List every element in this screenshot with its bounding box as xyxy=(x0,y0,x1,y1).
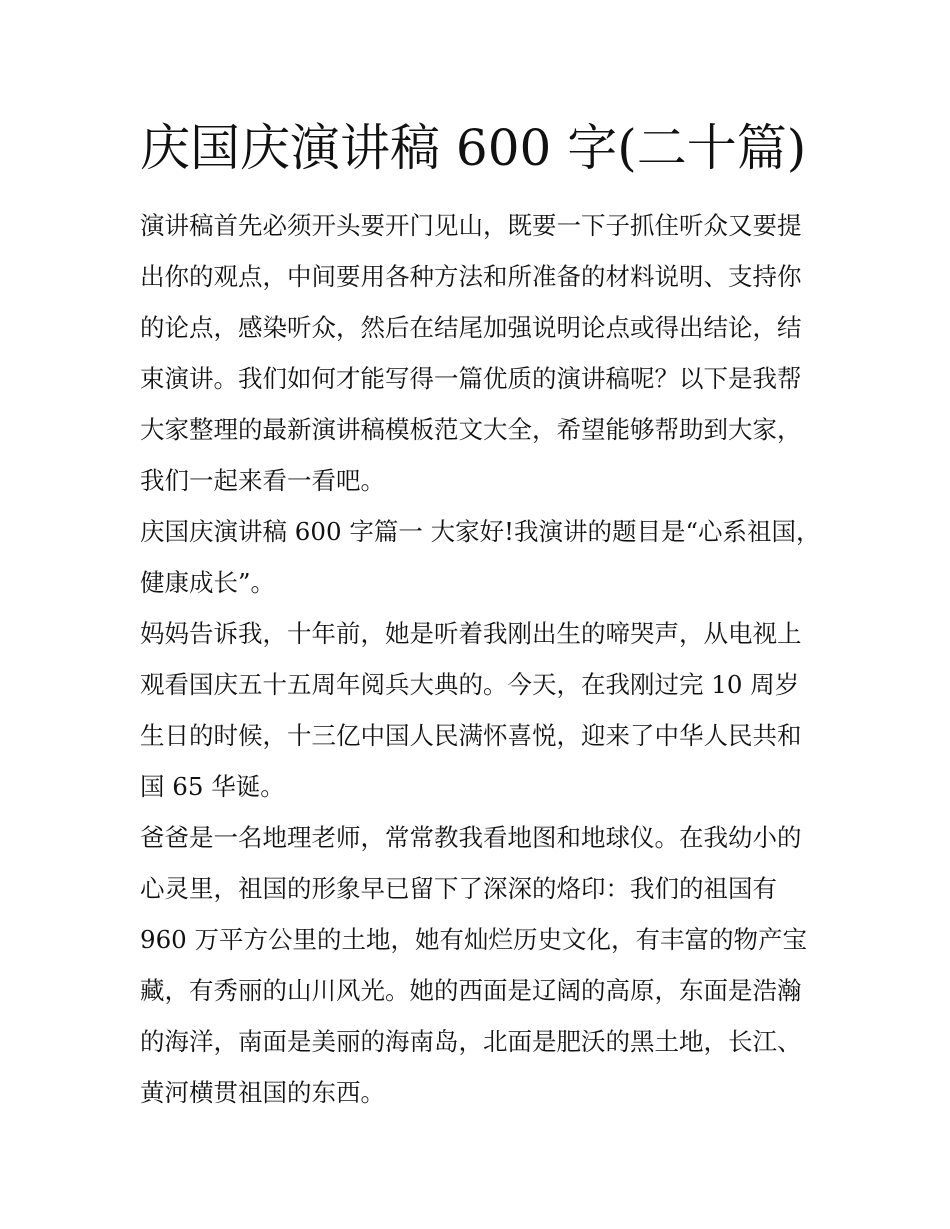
mother-story-paragraph xyxy=(140,608,815,812)
paragraph-line: 黄河横贯祖国的东西。 xyxy=(140,1078,385,1107)
document-body xyxy=(140,200,821,1118)
paragraph-line: 大家整理的最新演讲稿模板范文大全，希望能够帮助到大家， xyxy=(140,415,802,444)
paragraph-line: 藏，有秀丽的山川风光。她的西面是辽阔的高原，东面是浩瀚 xyxy=(140,976,802,1005)
paragraph-line: 的海洋，南面是美丽的海南岛，北面是肥沃的黑土地，长江、 xyxy=(140,1027,802,1056)
father-geography-paragraph xyxy=(140,812,815,1118)
paragraph-line: 960 万平方公里的土地，她有灿烂历史文化，有丰富的物产宝 xyxy=(140,925,808,954)
paragraph-line: 演讲稿首先必须开头要开门见山，既要一下子抓住听众又要提 xyxy=(140,211,802,240)
paragraph-line: 国 65 华诞。 xyxy=(140,772,285,801)
speech-one-opening-paragraph xyxy=(140,506,821,608)
paragraph-line: 健康成长”。 xyxy=(140,568,276,597)
paragraph-line: 我们一起来看一看吧。 xyxy=(140,466,385,495)
paragraph-line: 爸爸是一名地理老师，常常教我看地图和地球仪。在我幼小的 xyxy=(140,823,802,852)
paragraph-line: 生日的时候，十三亿中国人民满怀喜悦，迎来了中华人民共和 xyxy=(140,721,802,750)
paragraph-line: 妈妈告诉我，十年前，她是听着我刚出生的啼哭声，从电视上 xyxy=(140,619,802,648)
paragraph-line: 观看国庆五十五周年阅兵大典的。今天，在我刚过完 10 周岁 xyxy=(140,670,800,699)
paragraph-line: 心灵里，祖国的形象早已留下了深深的烙印：我们的祖国有 xyxy=(140,874,777,903)
paragraph-line: 束演讲。我们如何才能写得一篇优质的演讲稿呢？以下是我帮 xyxy=(140,364,802,393)
paragraph-line: 的论点，感染听众，然后在结尾加强说明论点或得出结论，结 xyxy=(140,313,802,342)
paragraph-line: 出你的观点，中间要用各种方法和所准备的材料说明、支持你 xyxy=(140,262,802,291)
document-title: 庆国庆演讲稿 600 字(二十篇) xyxy=(140,119,807,177)
intro-paragraph xyxy=(140,200,815,506)
paragraph-line: 庆国庆演讲稿 600 字篇一 大家好!我演讲的题目是“心系祖国， xyxy=(140,517,821,546)
